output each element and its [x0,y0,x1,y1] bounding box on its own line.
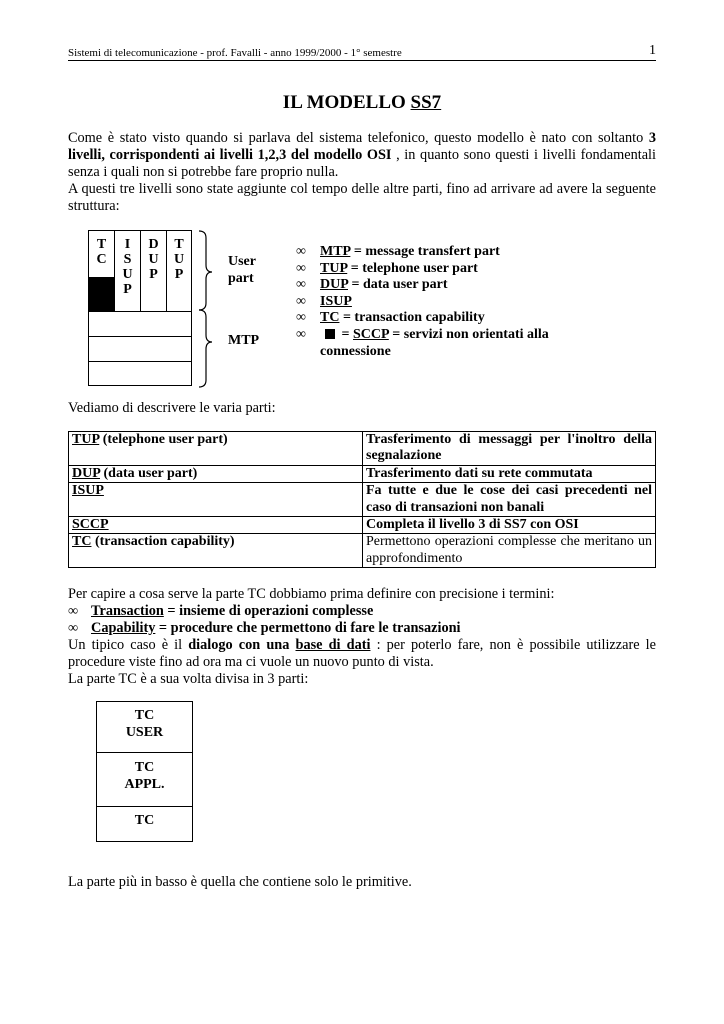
table-row [69,517,656,534]
column-label: T C [96,237,107,267]
legend-item: ∞ ISUP [296,293,352,309]
stack-column-tc [89,231,115,311]
infinity-bullet-icon: ∞ [296,310,306,326]
legend-item: ∞ TC = transaction capability [296,310,485,326]
intro-bold-phrase: 3 livelli, corrispondenti ai livelli 1,2,3 del modello OSI [68,130,656,163]
table-row [69,432,656,466]
page-header [68,44,656,61]
part-name-cell: ISUP [69,483,363,517]
stack-column-isup [115,231,141,311]
tc-box: TC [134,813,155,828]
page-number: 1 [649,43,656,58]
mtp-level-divider [89,336,191,337]
stack-column-tup [167,231,191,311]
brace-icon [198,230,214,388]
column-label: I S U P [122,237,133,297]
tc-intro: Per capire a cosa serve la parte TC dobbiamo prima definire con precisione i termini: [68,586,555,602]
part-name-cell: SCCP [69,517,363,534]
ss7-stack-diagram [88,230,192,386]
infinity-bullet-icon: ∞ [68,619,79,636]
mtp-level-divider [89,311,191,312]
infinity-bullet-icon: ∞ [296,277,306,293]
box-divider [97,806,192,807]
infinity-bullet-icon: ∞ [68,603,79,619]
database-term: base di dati [295,637,371,653]
term-item: ∞ Capability = procedure che permettono di fare le transazioni [68,619,461,636]
part-desc-cell: Trasferimento di messaggi per l'inoltro della segnalazione [363,432,656,466]
column-label: D U P [148,237,159,282]
table-row [69,534,656,568]
page-title: IL MODELLO SS7 [282,92,442,113]
intro-paragraph-2: A questi tre livelli sono state aggiunte col tempo delle altre parti, fino ad arrivare ad avere la seguente struttura: [68,181,656,214]
legend-item-sccp: ∞ = SCCP = servizi non orientati alla connessione [296,326,549,359]
part-desc-cell: Permettono operazioni complesse che meritano un approfondimento [363,534,656,568]
table-row [69,465,656,482]
infinity-bullet-icon: ∞ [296,244,306,259]
box-divider [97,752,192,753]
header-text: Sistemi di telecomunicazione - prof. Favalli - anno 1999/2000 - 1° semestre [68,47,402,59]
part-desc-cell: Completa il livello 3 di SS7 con OSI [363,517,656,534]
tc-parts-diagram [96,701,193,842]
mtp-level-divider [89,361,191,362]
column-label: T U P [173,237,185,282]
tc-user-box: TC USER [125,708,164,740]
acronym-legend [296,244,586,360]
infinity-bullet-icon: ∞ [296,260,306,276]
infinity-bullet-icon: ∞ [296,293,306,309]
title-acronym: SS7 [410,92,442,113]
part-name-cell: TC (transaction capability) [69,534,363,568]
parts-table [68,431,656,568]
stack-column-dup [141,231,167,311]
part-desc-cell: Trasferimento dati su rete commutata [363,465,656,482]
legend-item: ∞ DUP = data user part [296,277,448,293]
part-name-cell: TUP (telephone user part) [69,432,363,466]
part-name-cell: DUP (data user part) [69,465,363,482]
sccp-black-block [89,277,114,311]
black-square-icon [325,329,335,339]
tc-appl-box: TC APPL. [124,760,165,792]
legend-item: ∞ MTP = message transfert part [296,244,500,259]
user-part-label: User part [228,254,256,286]
describe-intro: Vediamo di descrivere le varia parti: [68,400,276,416]
infinity-bullet-icon: ∞ [296,326,306,342]
table-row [69,483,656,517]
intro-paragraph: Come è stato visto quando si parlava del sistema telefonico, questo modello è nato con soltanto 3 livelli, corrispondenti ai livelli 1,2,3 del modello OSI , in quanto sono questi i livelli fondamentali senza i quali non si potrebbe fare proprio nulla. [68,130,656,180]
tc-terms-list [68,603,656,637]
legend-item: ∞ TUP = telephone user part [296,260,478,276]
term-item: ∞ Transaction = insieme di operazioni complesse [68,603,374,619]
closing-text: La parte più in basso è quella che contiene solo le primitive. [68,874,412,890]
tc-division-text: La parte TC è a sua volta divisa in 3 parti: [68,671,309,687]
part-desc-cell: Fa tutte e due le cose dei casi precedenti nel caso di transazioni non banali [363,483,656,517]
mtp-label: MTP [228,333,260,348]
database-paragraph: Un tipico caso è il dialogo con una base di dati : per poterlo fare, non è possibile utilizzare le procedure viste fino ad ora ma ci vuole un nuovo punto di vista. [68,637,656,670]
